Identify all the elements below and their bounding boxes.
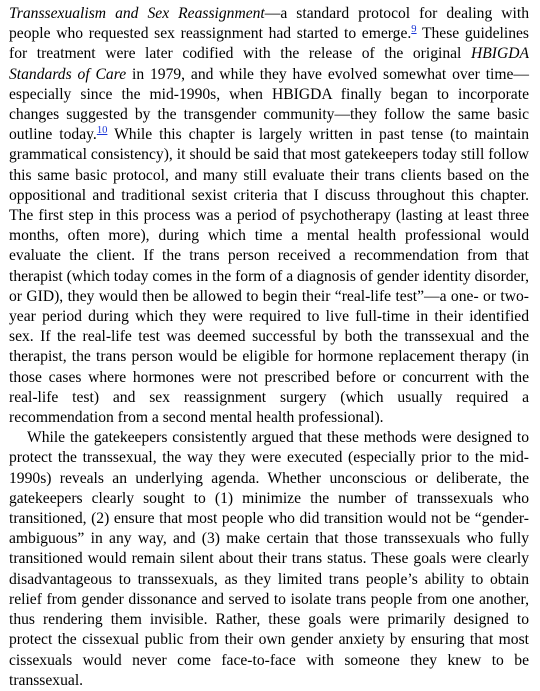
standards-title: HBIGDA Standards of Care [9,45,529,83]
book-title: Transsexualism and Sex Reassignment [9,5,265,22]
footnote-link-9[interactable]: 9 [411,24,417,36]
paragraph-protocol [9,4,529,428]
paragraph-gatekeepers [9,428,529,691]
text-run: These guidelines for treatment were later codified with the release of the original [9,25,529,63]
text-run: —a standard protocol for dealing with people who requested sex reassignment had started to emerge. [9,5,529,43]
text-run: While this chapter is largely written in past tense (to maintain grammatical consistency), it should be said that most gatekeepers today still follow this same basic protocol, and many still evaluate their trans clients based on the oppositional and traditional sexist criteria that I discuss throughout this chapter. The first step in this process was a period of psychotherapy (lasting at least three months, often more), during which time a mental health professional would evaluate the client. If the trans person received a recommendation from that therapist (which today comes in the form of a diagnosis of gender identity disorder, or GID), they would then be allowed to begin their “real-life test”—a one- or two-year period during which they were required to live full-time in their identified sex. If the real-life test was deemed successful by both the transsexual and the therapist, the trans person would be eligible for hormone replacement therapy (in those cases where hormones were not prescribed before or concurrent with the real-life test) and sex reassignment surgery (which usually required a recommendation from a second mental health professional). [9,126,529,427]
text-run: in 1979, and while they have evolved somewhat over time—especially since the mid-1990s, when HBIGDA finally began to incorporate changes suggested by the transgender community—they follow the same basic outline today. [9,65,529,144]
text-run: While the gatekeepers consistently argued that these methods were designed to protect the transsexual, the way they were executed (especially prior to the mid-1990s) reveals an underlying agenda. Whether unconscious or deliberate, the gatekeepers clearly sought to (1) minimize the number of transsexuals who transitioned, (2) ensure that most people who did transition would not be “gender-ambiguous” in any way, and (3) make certain that those transsexuals who fully transitioned would remain silent about their trans status. These goals were clearly disadvantageous to transsexuals, as they limited trans people’s ability to obtain relief from gender dissonance and served to isolate trans people from one another, thus rendering them invisible. Rather, these goals were primarily designed to protect the cissexual public from their own gender anxiety by ensuring that most cissexuals would never come face-to-face with someone they knew to be transsexual. [9,429,529,689]
footnote-link-10[interactable]: 10 [96,125,108,137]
